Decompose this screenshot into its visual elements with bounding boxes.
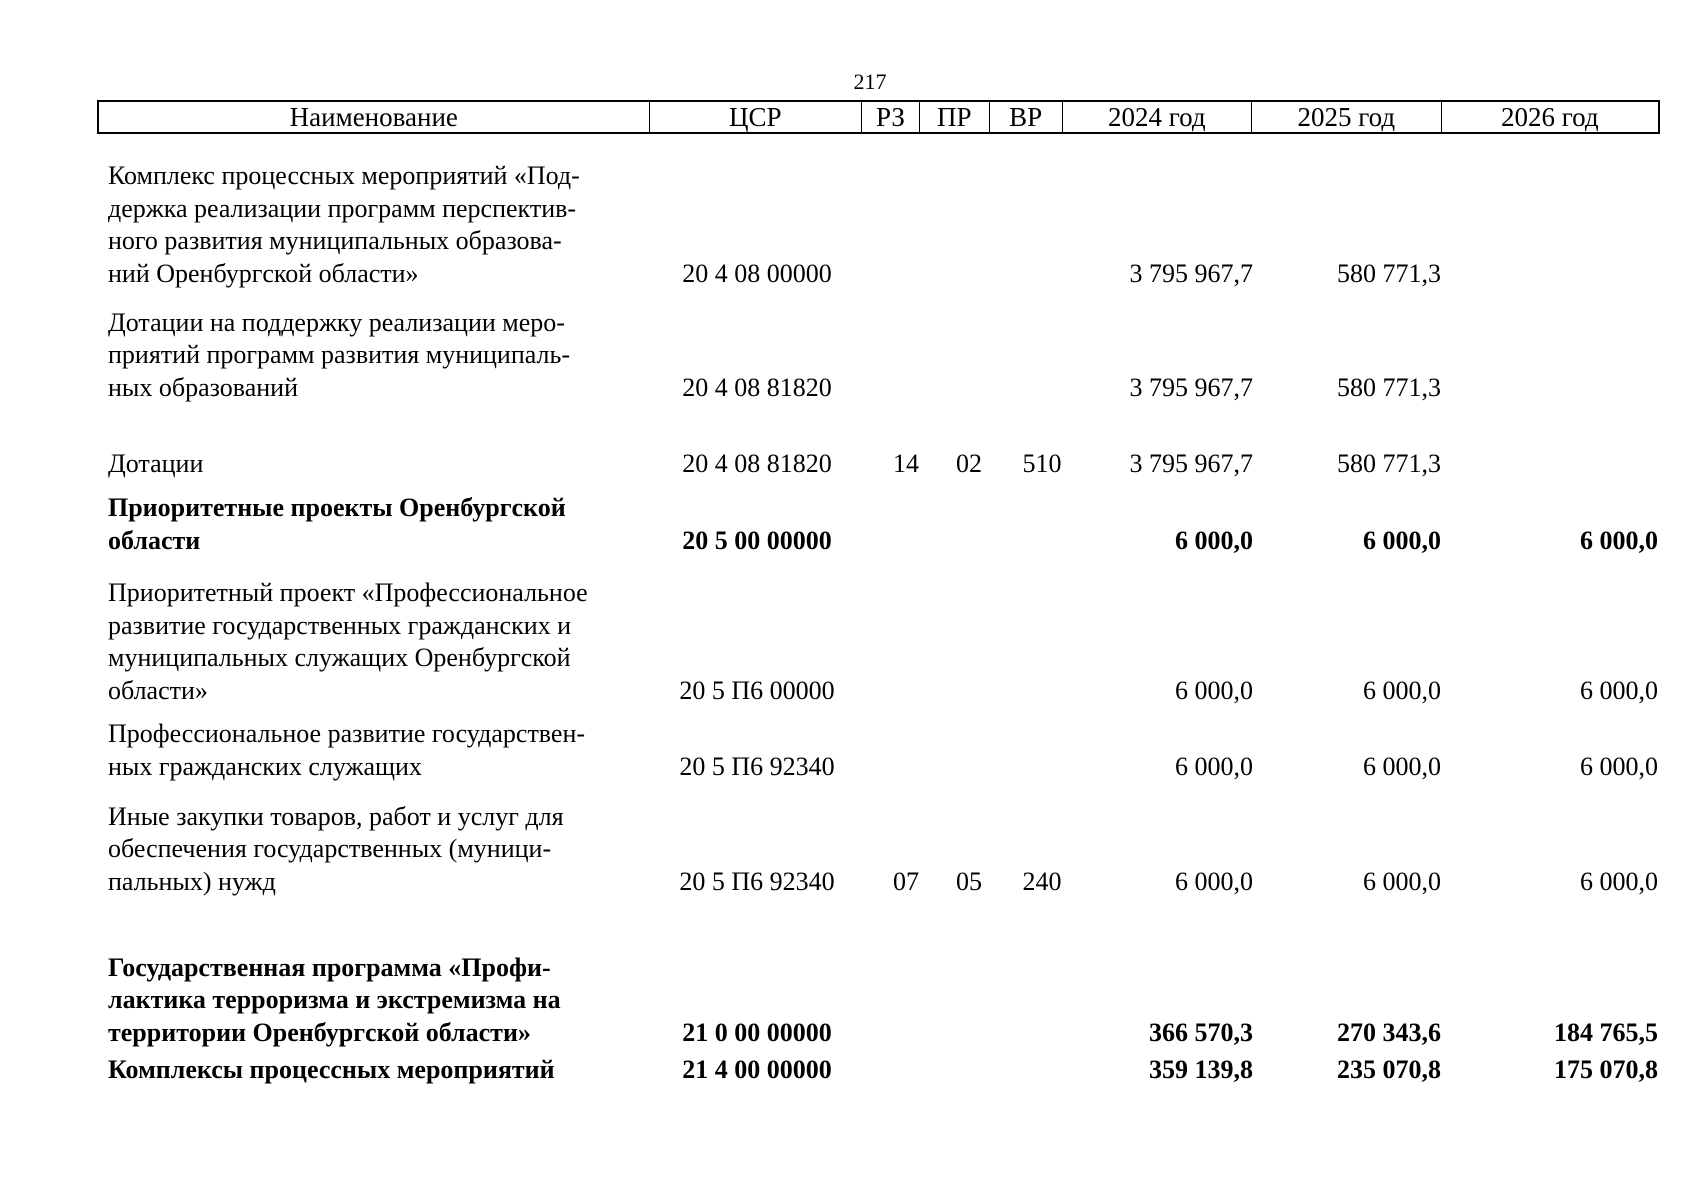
row-name-line: территории Оренбургской области»	[108, 1017, 531, 1047]
row-value-2024: 6 000,0	[1175, 751, 1253, 781]
row-value-2024: 6 000,0	[1175, 866, 1253, 896]
row-name-line: ных гражданских служащих	[108, 751, 422, 781]
row-value-2024: 3 795 967,7	[1129, 258, 1253, 288]
row-value-2025: 580 771,3	[1337, 372, 1441, 402]
row-value-2026: 6 000,0	[1580, 751, 1658, 781]
row-name	[108, 801, 643, 899]
row-name-line: держка реализации программ перспектив-	[108, 193, 577, 223]
row-rz: 14	[893, 448, 919, 478]
row-name-line: Приоритетный проект «Профессиональное	[108, 578, 588, 607]
header-name: Наименование	[99, 102, 650, 132]
row-value-2024: 359 139,8	[1149, 1054, 1253, 1084]
table-row	[97, 491, 1660, 557]
row-name-line: Комплекс процессных мероприятий «Под-	[108, 161, 580, 190]
row-value-2026: 184 765,5	[1554, 1017, 1658, 1047]
row-pr: 02	[956, 448, 982, 478]
row-name	[108, 952, 643, 1050]
row-csr: 20 4 08 81820	[682, 372, 832, 402]
row-name	[108, 1054, 643, 1087]
row-name	[108, 160, 643, 290]
table-row	[97, 305, 1660, 404]
row-rz: 07	[893, 866, 919, 896]
row-value-2025: 270 343,6	[1337, 1017, 1441, 1047]
row-value-2026: 175 070,8	[1554, 1054, 1658, 1084]
row-value-2026: 6 000,0	[1580, 866, 1658, 896]
row-value-2025: 235 070,8	[1337, 1054, 1441, 1084]
row-name-line: Профессиональное развитие государствен-	[108, 719, 586, 748]
row-vr: 510	[1022, 448, 1062, 478]
page-number: 217	[853, 69, 887, 94]
header-year-2025: 2025 год	[1252, 102, 1442, 132]
row-name-line: области	[108, 525, 201, 555]
row-csr: 20 5 П6 92340	[679, 866, 835, 896]
row-name	[108, 448, 643, 481]
row-name-line: Дотации на поддержку реализации меро-	[108, 307, 565, 337]
row-name-line: Государственная программа «Профи-	[108, 952, 551, 982]
row-name-line: приятий программ развития муниципаль-	[108, 340, 571, 369]
row-csr: 21 0 00 00000	[682, 1017, 832, 1047]
table-row	[97, 447, 1660, 480]
row-value-2024: 6 000,0	[1175, 525, 1253, 555]
row-name	[108, 492, 643, 557]
row-value-2025: 6 000,0	[1363, 525, 1441, 555]
row-value-2024: 366 570,3	[1149, 1017, 1253, 1047]
row-name-line: Дотации	[108, 448, 204, 478]
row-csr: 20 5 П6 92340	[679, 751, 835, 781]
row-value-2025: 580 771,3	[1337, 448, 1441, 478]
table-header	[97, 100, 1660, 134]
row-name-line: области»	[108, 675, 208, 705]
row-name-line: ных образований	[108, 372, 298, 402]
header-year-2026: 2026 год	[1500, 102, 1599, 132]
table-row	[97, 1053, 1660, 1086]
row-name-line: развитие государственных гражданских и	[108, 610, 572, 640]
header-csr: ЦСР	[650, 102, 862, 132]
row-csr: 20 4 08 81820	[682, 448, 832, 478]
row-name-line: Иные закупки товаров, работ и услуг для	[108, 801, 564, 831]
row-value-2026: 6 000,0	[1580, 525, 1658, 555]
row-name-line: лактика терроризма и экстремизма на	[108, 985, 561, 1014]
table-row	[97, 950, 1660, 1049]
table-row	[97, 576, 1660, 707]
row-name-line: Комплексы процессных мероприятий	[108, 1054, 555, 1084]
row-name-line: пальных) нужд	[108, 866, 276, 896]
row-value-2025: 580 771,3	[1337, 258, 1441, 288]
row-name-line: муниципальных служащих Оренбургской	[108, 643, 571, 672]
row-name	[108, 307, 643, 405]
row-name	[108, 718, 643, 783]
header-vr: ВР	[990, 102, 1063, 132]
row-csr: 21 4 00 00000	[682, 1054, 832, 1084]
row-csr: 20 5 00 00000	[682, 525, 832, 555]
row-value-2025: 6 000,0	[1363, 675, 1441, 705]
table-row	[97, 717, 1660, 783]
row-value-2024: 3 795 967,7	[1129, 372, 1253, 402]
row-vr: 240	[1022, 866, 1062, 896]
row-name-line: обеспечения государственных (муници-	[108, 834, 552, 863]
row-value-2026: 6 000,0	[1580, 675, 1658, 705]
header-year-2024: 2024 год	[1063, 102, 1253, 132]
header-rz: РЗ	[862, 102, 920, 132]
row-name	[108, 577, 643, 707]
table-row	[97, 160, 1660, 290]
row-name-line: ного развития муниципальных образова-	[108, 226, 562, 255]
row-csr: 20 4 08 00000	[682, 258, 832, 288]
row-value-2025: 6 000,0	[1363, 866, 1441, 896]
row-name-line: Приоритетные проекты Оренбургской	[108, 493, 566, 522]
row-value-2024: 6 000,0	[1175, 675, 1253, 705]
row-csr: 20 5 П6 00000	[679, 675, 835, 705]
header-pr: ПР	[920, 102, 990, 132]
row-pr: 05	[956, 866, 982, 896]
table-row	[97, 797, 1660, 898]
row-name-line: ний Оренбургской области»	[108, 258, 419, 288]
row-value-2025: 6 000,0	[1363, 751, 1441, 781]
row-value-2024: 3 795 967,7	[1129, 448, 1253, 478]
